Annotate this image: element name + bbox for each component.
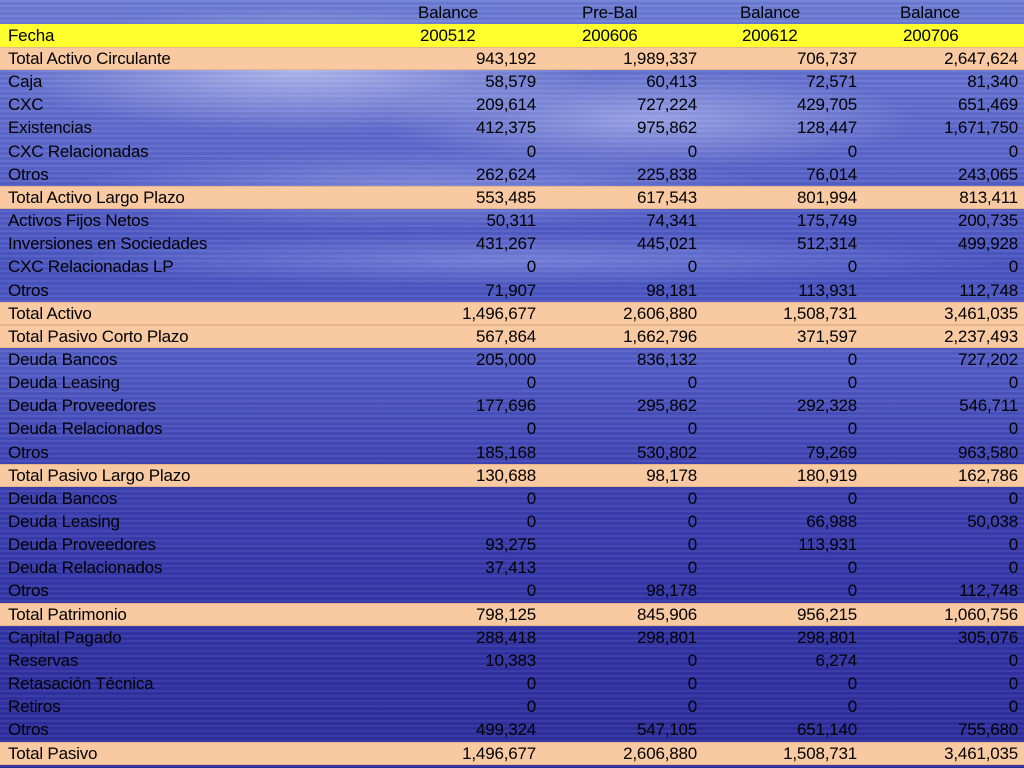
value-cell: 3,461,035 xyxy=(944,303,1018,323)
value-cell: 58,579 xyxy=(485,72,536,92)
value-cell: 66,988 xyxy=(806,512,857,531)
row-label: CXC Relacionadas xyxy=(8,141,149,161)
value-cell: 0 xyxy=(847,349,857,369)
row-label: Existencias xyxy=(8,118,92,138)
value-cell: 0 xyxy=(687,674,697,694)
table-row xyxy=(0,626,1024,649)
value-cell: 617,543 xyxy=(636,187,697,207)
value-cell: 727,202 xyxy=(957,349,1018,369)
value-cell: 185,168 xyxy=(475,442,536,462)
value-cell: 0 xyxy=(847,141,857,161)
table-row xyxy=(0,579,1024,602)
value-cell: 0 xyxy=(526,141,536,161)
value-cell: 412,375 xyxy=(475,118,536,138)
table-row xyxy=(0,70,1024,93)
table-row xyxy=(0,649,1024,672)
row-label: Total Pasivo xyxy=(8,743,98,763)
value-cell: 262,624 xyxy=(475,164,536,184)
value-cell: 943,192 xyxy=(475,49,536,68)
value-cell: 180,919 xyxy=(796,465,857,485)
value-cell: 0 xyxy=(687,373,697,393)
value-cell: 0 xyxy=(687,141,697,161)
table-row xyxy=(0,209,1024,232)
date-cell: 200512 xyxy=(420,26,476,45)
table-row xyxy=(0,394,1024,417)
value-cell: 0 xyxy=(687,558,697,578)
value-cell: 0 xyxy=(1008,488,1018,508)
row-label: Deuda Relacionados xyxy=(8,419,163,439)
value-cell: 2,237,493 xyxy=(944,326,1018,346)
value-cell: 98,181 xyxy=(646,280,697,300)
row-label: Otros xyxy=(8,581,49,601)
total-row xyxy=(0,302,1024,325)
value-cell: 567,864 xyxy=(475,326,536,346)
value-cell: 836,132 xyxy=(636,349,697,369)
row-label: Deuda Leasing xyxy=(8,512,120,531)
row-label: Reservas xyxy=(8,650,79,670)
table-row xyxy=(0,255,1024,278)
date-cell: 200606 xyxy=(582,26,638,45)
table-row xyxy=(0,93,1024,116)
total-row xyxy=(0,186,1024,209)
value-cell: 956,215 xyxy=(796,604,857,624)
table-row xyxy=(0,672,1024,695)
row-label: CXC xyxy=(8,95,44,115)
header-row xyxy=(0,1,1024,24)
table-row xyxy=(0,417,1024,440)
value-cell: 755,680 xyxy=(957,720,1018,740)
value-cell: 93,275 xyxy=(485,535,536,555)
total-row xyxy=(0,603,1024,626)
value-cell: 50,038 xyxy=(967,512,1018,531)
value-cell: 1,671,750 xyxy=(944,118,1018,138)
value-cell: 0 xyxy=(526,581,536,601)
value-cell: 0 xyxy=(526,257,536,277)
table-row xyxy=(0,348,1024,371)
value-cell: 963,580 xyxy=(957,442,1018,462)
value-cell: 0 xyxy=(1008,674,1018,694)
row-label: Total Pasivo Corto Plazo xyxy=(8,326,189,346)
value-cell: 0 xyxy=(526,697,536,717)
table-row xyxy=(0,695,1024,718)
value-cell: 0 xyxy=(847,488,857,508)
value-cell: 209,614 xyxy=(475,95,536,115)
row-label: Retiros xyxy=(8,697,61,717)
value-cell: 128,447 xyxy=(796,118,857,138)
value-cell: 553,485 xyxy=(475,187,536,207)
row-label: Total Activo xyxy=(8,303,92,323)
value-cell: 0 xyxy=(847,674,857,694)
table-row xyxy=(0,718,1024,741)
value-cell: 2,606,880 xyxy=(623,743,697,763)
table-row xyxy=(0,510,1024,533)
table-row xyxy=(0,116,1024,139)
value-cell: 74,341 xyxy=(646,211,697,231)
row-label: Otros xyxy=(8,442,49,462)
value-cell: 37,413 xyxy=(485,558,536,578)
value-cell: 98,178 xyxy=(646,581,697,601)
value-cell: 801,994 xyxy=(796,187,857,207)
value-cell: 177,696 xyxy=(475,396,536,416)
value-cell: 72,571 xyxy=(806,72,857,92)
value-cell: 0 xyxy=(1008,257,1018,277)
value-cell: 81,340 xyxy=(967,72,1018,92)
value-cell: 2,647,624 xyxy=(944,49,1018,68)
row-label: Inversiones en Sociedades xyxy=(8,234,208,254)
date-row-label: Fecha xyxy=(8,26,55,45)
value-cell: 0 xyxy=(526,373,536,393)
value-cell: 0 xyxy=(1008,558,1018,578)
value-cell: 371,597 xyxy=(796,326,857,346)
value-cell: 512,314 xyxy=(796,234,857,254)
value-cell: 1,989,337 xyxy=(623,49,697,68)
row-label: Total Activo Circulante xyxy=(8,49,171,68)
total-row xyxy=(0,464,1024,487)
value-cell: 1,508,731 xyxy=(783,743,857,763)
date-row xyxy=(0,24,1024,47)
value-cell: 0 xyxy=(687,419,697,439)
row-label: Total Patrimonio xyxy=(8,604,127,624)
value-cell: 0 xyxy=(847,581,857,601)
row-label: Deuda Bancos xyxy=(8,349,118,369)
value-cell: 60,413 xyxy=(646,72,697,92)
value-cell: 0 xyxy=(1008,373,1018,393)
value-cell: 0 xyxy=(687,257,697,277)
value-cell: 6,274 xyxy=(815,650,857,670)
row-label: Otros xyxy=(8,164,49,184)
value-cell: 1,060,756 xyxy=(944,604,1018,624)
value-cell: 546,711 xyxy=(959,396,1018,416)
row-label: Otros xyxy=(8,280,49,300)
value-cell: 162,786 xyxy=(957,465,1018,485)
value-cell: 651,140 xyxy=(796,720,857,740)
table-row xyxy=(0,140,1024,163)
value-cell: 76,014 xyxy=(806,164,857,184)
row-label: Caja xyxy=(8,72,43,92)
value-cell: 0 xyxy=(687,535,697,555)
row-label: Total Pasivo Largo Plazo xyxy=(8,465,191,485)
value-cell: 0 xyxy=(847,257,857,277)
value-cell: 813,411 xyxy=(959,187,1018,207)
value-cell: 292,328 xyxy=(796,396,857,416)
value-cell: 71,907 xyxy=(485,280,536,300)
value-cell: 0 xyxy=(1008,141,1018,161)
value-cell: 130,688 xyxy=(475,465,536,485)
table-row xyxy=(0,556,1024,579)
value-cell: 547,105 xyxy=(636,720,697,740)
value-cell: 845,906 xyxy=(636,604,697,624)
table-row xyxy=(0,279,1024,302)
total-row xyxy=(0,742,1024,765)
value-cell: 0 xyxy=(1008,535,1018,555)
value-cell: 0 xyxy=(526,674,536,694)
value-cell: 112,748 xyxy=(959,581,1018,601)
value-cell: 305,076 xyxy=(957,627,1018,647)
value-cell: 1,508,731 xyxy=(783,303,857,323)
value-cell: 445,021 xyxy=(636,234,697,254)
column-header: Balance xyxy=(900,3,961,22)
value-cell: 0 xyxy=(1008,419,1018,439)
table-row xyxy=(0,232,1024,255)
value-cell: 98,178 xyxy=(646,465,697,485)
row-label: Deuda Proveedores xyxy=(8,535,156,555)
value-cell: 113,931 xyxy=(798,535,857,555)
value-cell: 1,496,677 xyxy=(462,743,536,763)
value-cell: 1,662,796 xyxy=(623,326,697,346)
value-cell: 79,269 xyxy=(806,442,857,462)
value-cell: 2,606,880 xyxy=(623,303,697,323)
value-cell: 0 xyxy=(526,419,536,439)
row-label: Deuda Proveedores xyxy=(8,396,156,416)
value-cell: 243,065 xyxy=(957,164,1018,184)
value-cell: 431,267 xyxy=(475,234,536,254)
table-row xyxy=(0,441,1024,464)
row-label: Deuda Leasing xyxy=(8,373,120,393)
value-cell: 0 xyxy=(847,419,857,439)
value-cell: 0 xyxy=(687,697,697,717)
value-cell: 205,000 xyxy=(475,349,536,369)
row-label: Retasación Técnica xyxy=(8,674,154,694)
value-cell: 10,383 xyxy=(485,650,536,670)
value-cell: 175,749 xyxy=(796,211,857,231)
row-label: Otros xyxy=(8,720,49,740)
value-cell: 50,311 xyxy=(486,211,536,231)
value-cell: 112,748 xyxy=(959,280,1018,300)
value-cell: 651,469 xyxy=(957,95,1018,115)
row-label: Capital Pagado xyxy=(8,627,122,647)
value-cell: 798,125 xyxy=(475,604,536,624)
total-row xyxy=(0,325,1024,348)
value-cell: 288,418 xyxy=(475,627,536,647)
value-cell: 0 xyxy=(847,373,857,393)
value-cell: 727,224 xyxy=(636,95,697,115)
value-cell: 0 xyxy=(687,650,697,670)
table-row xyxy=(0,533,1024,556)
total-row xyxy=(0,47,1024,70)
row-label: CXC Relacionadas LP xyxy=(8,257,174,277)
column-header: Balance xyxy=(740,3,801,22)
value-cell: 499,928 xyxy=(957,234,1018,254)
table-row xyxy=(0,163,1024,186)
value-cell: 429,705 xyxy=(796,95,857,115)
value-cell: 0 xyxy=(847,558,857,578)
value-cell: 3,461,035 xyxy=(944,743,1018,763)
row-label: Total Activo Largo Plazo xyxy=(8,187,185,207)
row-label: Deuda Bancos xyxy=(8,488,118,508)
value-cell: 0 xyxy=(1008,650,1018,670)
column-header: Pre-Bal xyxy=(582,3,638,22)
value-cell: 706,737 xyxy=(796,49,857,68)
value-cell: 0 xyxy=(687,488,697,508)
table-row xyxy=(0,371,1024,394)
value-cell: 295,862 xyxy=(636,396,697,416)
value-cell: 0 xyxy=(526,488,536,508)
value-cell: 499,324 xyxy=(475,720,536,740)
value-cell: 298,801 xyxy=(636,627,697,647)
table-row xyxy=(0,487,1024,510)
date-cell: 200612 xyxy=(742,26,798,45)
value-cell: 530,802 xyxy=(636,442,697,462)
value-cell: 225,838 xyxy=(636,164,697,184)
value-cell: 0 xyxy=(687,512,697,531)
value-cell: 0 xyxy=(1008,697,1018,717)
row-label: Activos Fijos Netos xyxy=(8,211,149,231)
value-cell: 298,801 xyxy=(796,627,857,647)
value-cell: 1,496,677 xyxy=(462,303,536,323)
row-label: Deuda Relacionados xyxy=(8,558,163,578)
value-cell: 0 xyxy=(526,512,536,531)
date-cell: 200706 xyxy=(903,26,959,45)
value-cell: 975,862 xyxy=(636,118,697,138)
value-cell: 200,735 xyxy=(957,211,1018,231)
value-cell: 113,931 xyxy=(798,280,857,300)
value-cell: 0 xyxy=(847,697,857,717)
column-header: Balance xyxy=(418,3,479,22)
